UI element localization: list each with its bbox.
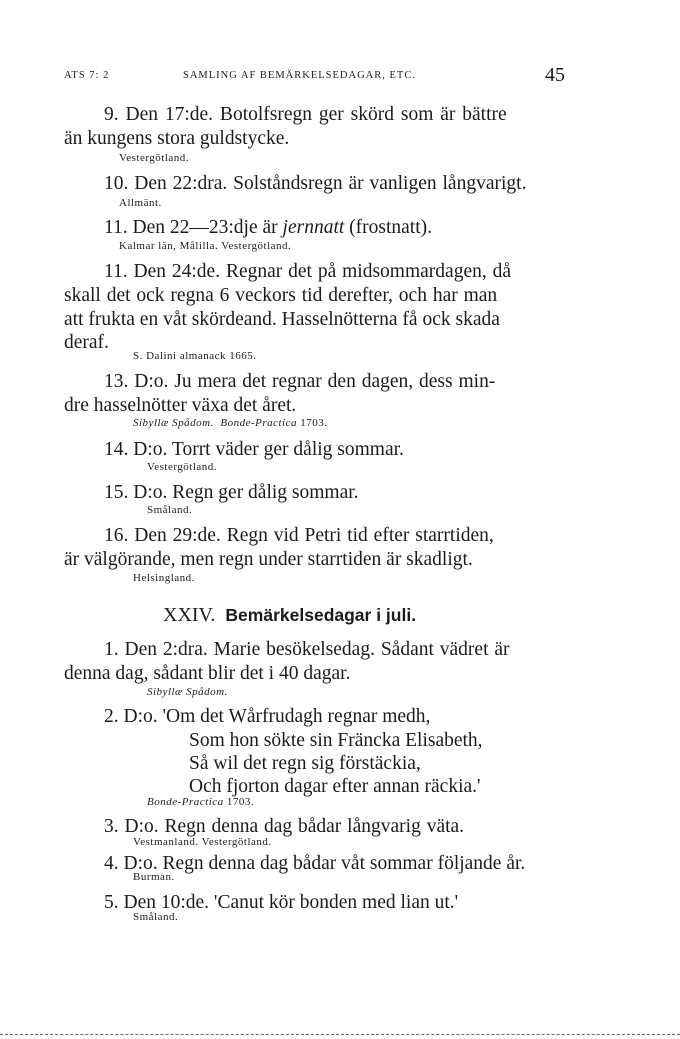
entry-line: dre hasselnötter växa det året. (64, 395, 297, 416)
entry-line: deraf. (64, 332, 109, 353)
entry-source (133, 418, 328, 429)
entry-source: Vestergötland. (147, 461, 218, 473)
scan-edge-line (0, 1034, 680, 1036)
page-number: 45 (545, 64, 565, 86)
entry-source: Vestergötland. (119, 152, 190, 164)
entry-source: Vestmanland. Vestergötland. (133, 836, 272, 848)
entry-text: (frostnatt). (344, 217, 433, 238)
entry-line: 14. D:o. Torrt väder ger dålig sommar. (104, 439, 404, 460)
source-title: Sibyllæ Spådom. (133, 417, 214, 429)
entry-source: Kalmar län, Målilla. Vestergötland. (119, 240, 292, 252)
entry-text: 11. Den 22—23:dje är (104, 217, 283, 238)
verse-line: Som hon sökte sin Fräncka Elisabeth, (189, 730, 483, 751)
entry-source: Småland. (133, 911, 179, 923)
verse-line: Och fjorton dagar efter annan räckia.' (189, 776, 481, 797)
entry-line: 15. D:o. Regn ger dålig sommar. (104, 482, 359, 503)
source-title: Bonde-Practica (220, 417, 297, 429)
entry-source: S. Dalini almanack 1665. (133, 350, 257, 362)
entry-line: denna dag, sådant blir det i 40 dagar. (64, 663, 351, 684)
entry-line: 2. D:o. 'Om det Wårfrudagh regnar medh, (104, 706, 431, 727)
entry-source: Burman. (133, 871, 175, 883)
entry-line: 3. D:o. Regn denna dag bådar långvarig väta. (104, 816, 465, 837)
section-title: Bemärkelsedagar i juli. (225, 605, 417, 625)
running-title: SAMLING AF BEMÄRKELSEDAGAR, ETC. (183, 70, 416, 81)
entry-line: 10. Den 22:dra. Solståndsregn är vanligen långvarigt. (104, 173, 527, 194)
entry-line: skall det ock regna 6 veckors tid derefter, och har man (64, 285, 498, 306)
source-year: 1703. (300, 417, 328, 429)
section-numeral: XXIV. (163, 604, 216, 626)
entry-line: 4. D:o. Regn denna dag bådar våt sommar följande år. (104, 853, 526, 874)
entry-source: Helsingland. (133, 572, 195, 584)
source-title: Bonde-Practica (147, 796, 224, 808)
section-heading (163, 604, 416, 627)
entry-source: Småland. (147, 504, 193, 516)
header-left: ATS 7: 2 (64, 70, 110, 81)
entry-source: Allmänt. (119, 197, 162, 209)
entry-line: 5. Den 10:de. 'Canut kör bonden med lian ut.' (104, 892, 459, 913)
entry-line: är välgörande, men regn under starrtiden är skadligt. (64, 549, 473, 570)
entry-line: 16. Den 29:de. Regn vid Petri tid efter starrtiden, (104, 525, 494, 546)
entry-line: att frukta en våt skördeand. Hasselnötterna få ock skada (64, 309, 500, 330)
entry-source (147, 797, 254, 808)
entry-line: 1. Den 2:dra. Marie besökelsedag. Sådant vädret är (104, 639, 510, 660)
entry-line: 13. D:o. Ju mera det regnar den dagen, dess min- (104, 371, 496, 392)
entry-line: 9. Den 17:de. Botolfsregn ger skörd som är bättre (104, 104, 507, 125)
source-year: 1703. (226, 796, 255, 808)
entry-line: 11. Den 24:de. Regnar det på midsommardagen, då (104, 261, 511, 282)
entry-line: än kungens stora guldstycke. (64, 128, 290, 149)
verse-line: Så wil det regn sig förstäckia, (189, 753, 421, 774)
entry-line (104, 218, 432, 238)
entry-italic: jernnatt (282, 217, 345, 238)
entry-source: Sibyllæ Spådom. (147, 686, 228, 698)
